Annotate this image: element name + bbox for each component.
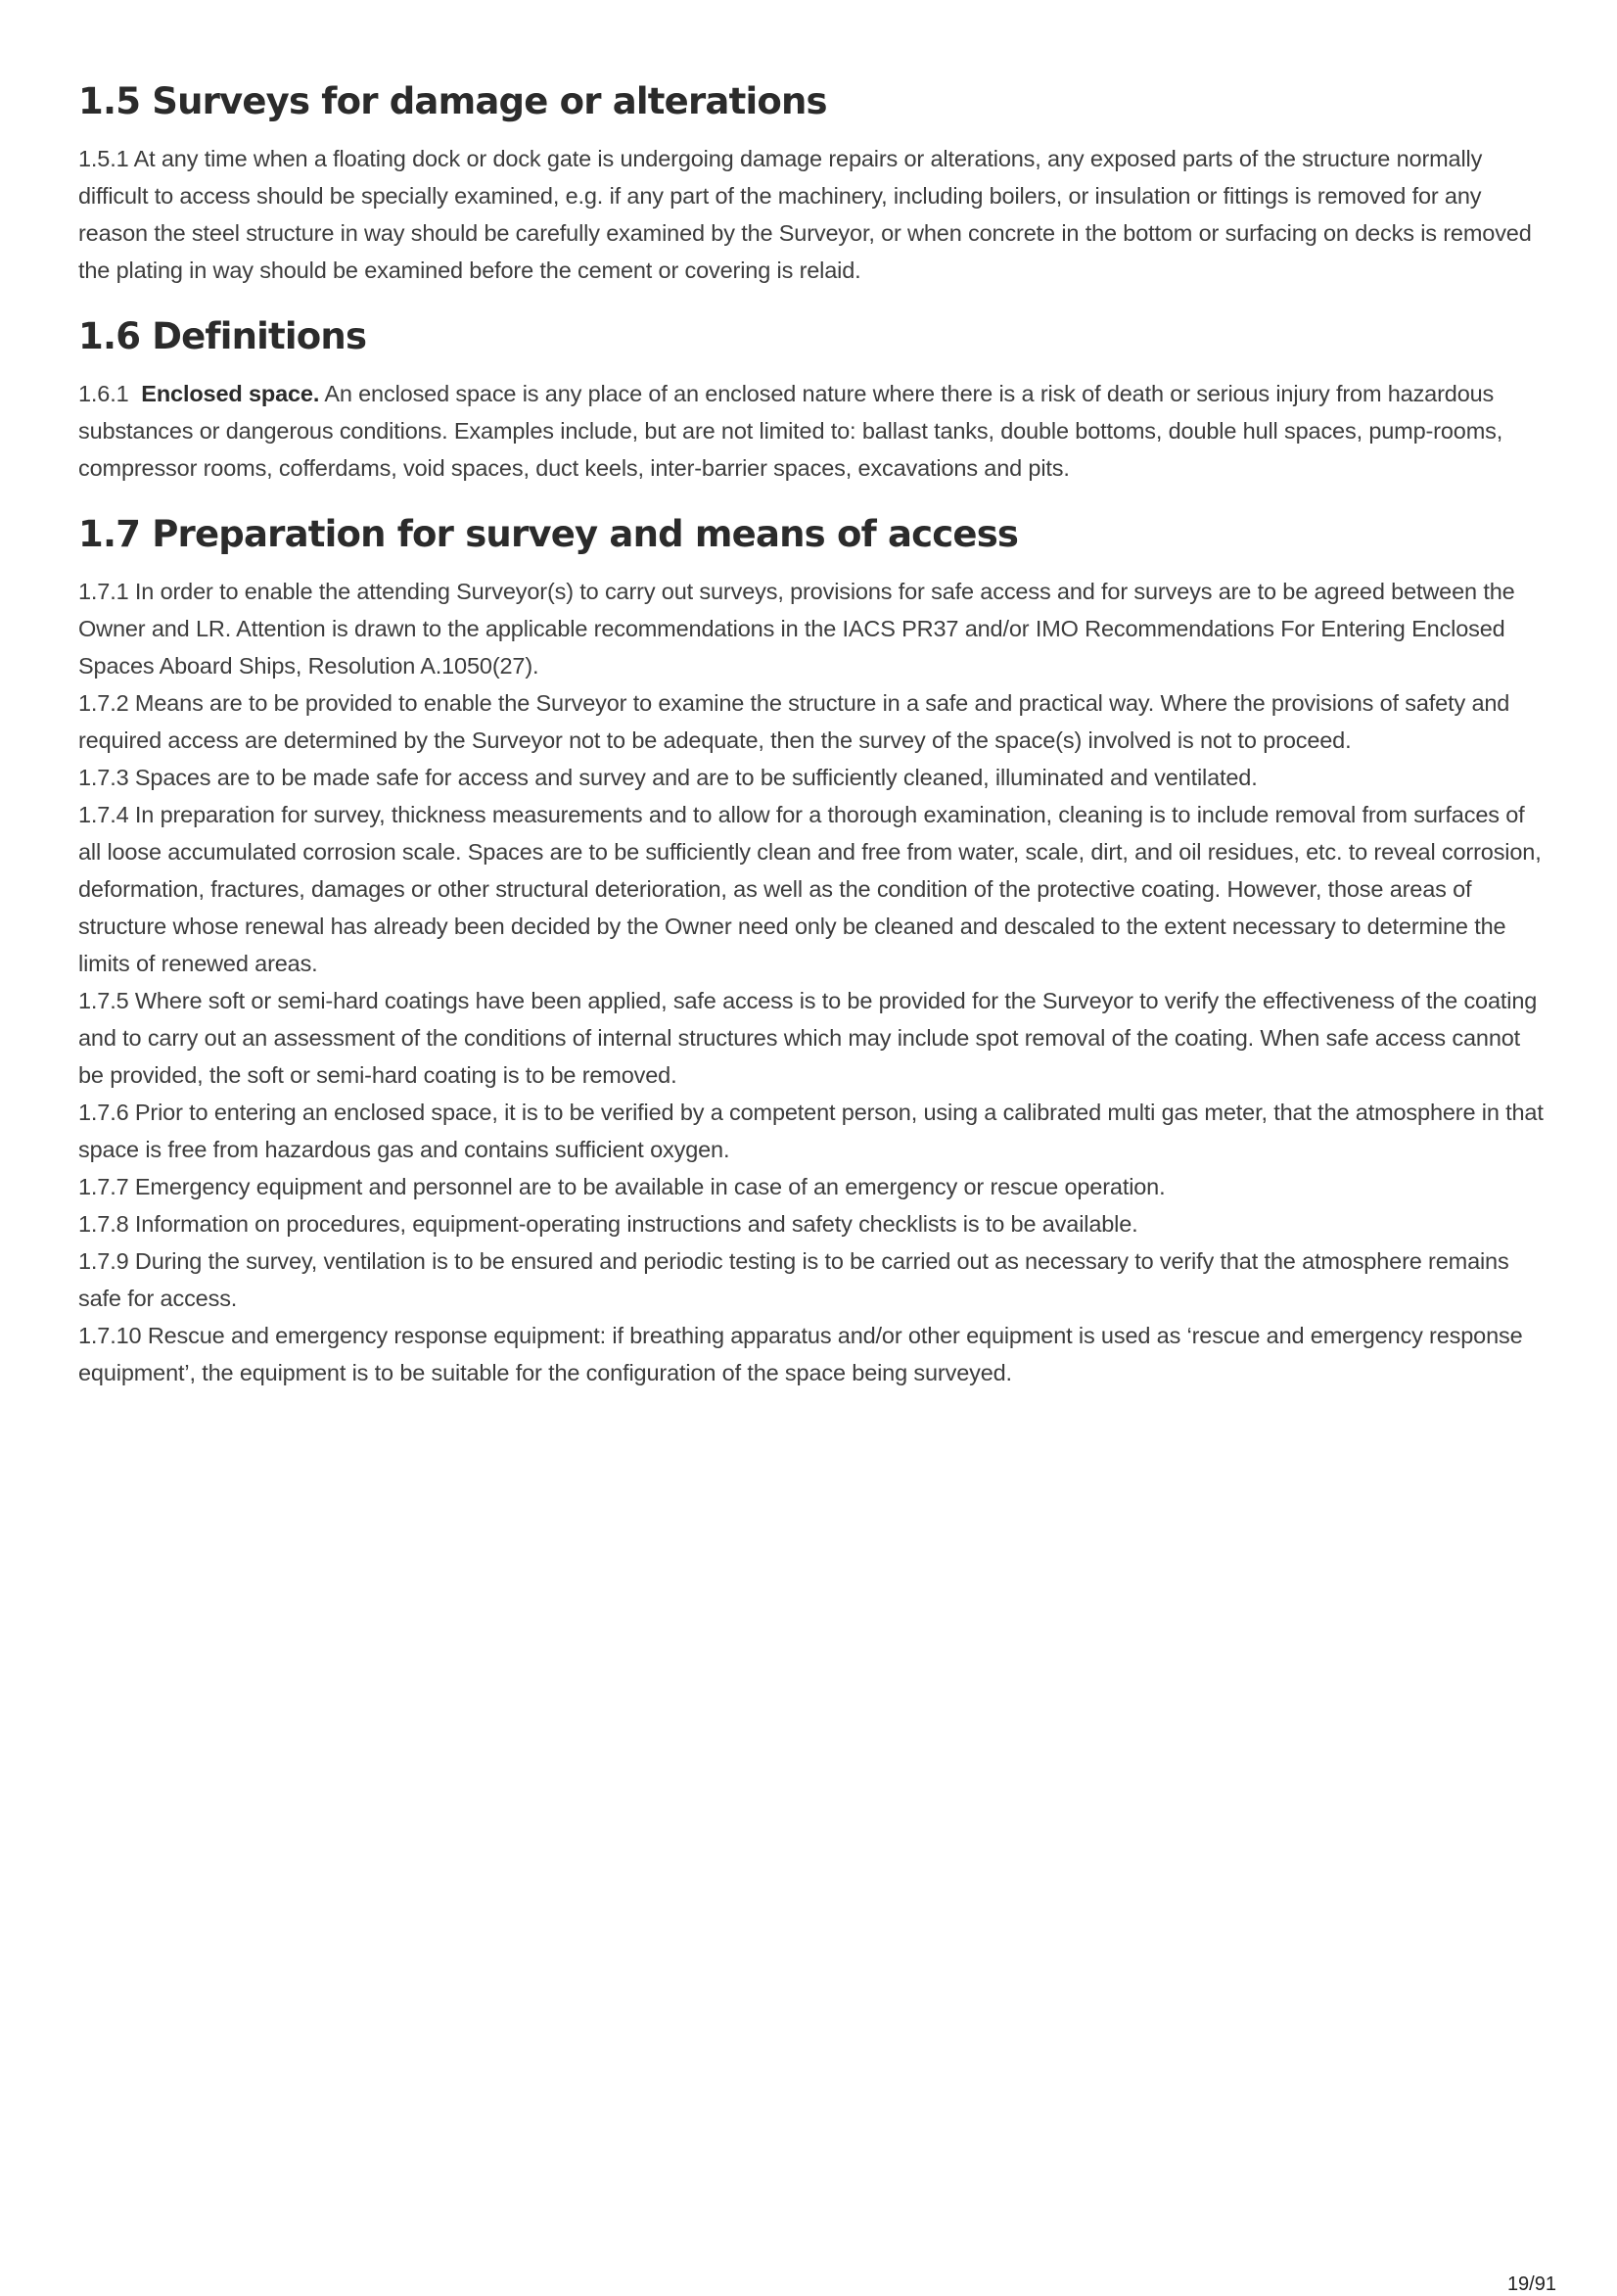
- paragraph-1-7-7: 1.7.7 Emergency equipment and personnel are to be available in case of an emergency or rescue operation.: [78, 1174, 1166, 1199]
- paragraph-1-7-9: 1.7.9 During the survey, ventilation is to be ensured and periodic testing is to be carried out as necessary to verify that the atmosphere remains safe for access.: [78, 1248, 1509, 1311]
- section-1-5: [78, 76, 1547, 289]
- paragraph-1-7-1: 1.7.1 In order to enable the attending Surveyor(s) to carry out surveys, provisions for safe access and for surveys are to be agreed between the Owner and LR. Attention is drawn to the applicable recommendations in the IACS PR37 and/or IMO Recommendations For Entering Enclosed Spaces Aboard Ships, Resolution A.1050(27).: [78, 579, 1515, 679]
- paragraph-1-7-5: 1.7.5 Where soft or semi-hard coatings have been applied, safe access is to be provided for the Surveyor to verify the effectiveness of the coating and to carry out an assessment of the conditions of internal structures which may include spot removal of the coating. When safe access cannot be provided, the soft or semi-hard coating is to be removed.: [78, 988, 1538, 1088]
- paragraph-1-6-1: [78, 375, 1547, 487]
- section-heading: 1.6 Definitions: [78, 315, 367, 357]
- paragraph-1-7-6: 1.7.6 Prior to entering an enclosed space, it is to be verified by a competent person, using a calibrated multi gas meter, that the atmosphere in that space is free from hazardous gas and contains sufficient oxygen.: [78, 1100, 1544, 1162]
- definition-term: Enclosed space.: [141, 381, 320, 406]
- paragraph-1-7-10: 1.7.10 Rescue and emergency response equipment: if breathing apparatus and/or other equipment is used as ‘rescue and emergency response equipment’, the equipment is to be suitable for the configuration of the space being surveyed.: [78, 1323, 1523, 1385]
- definition-number: 1.6.1: [78, 381, 129, 406]
- page-number: 19/91: [1506, 2273, 1556, 2295]
- section-1-6: [78, 311, 1547, 487]
- paragraph-1-7-8: 1.7.8 Information on procedures, equipment-operating instructions and safety checklists is to be available.: [78, 1211, 1138, 1237]
- paragraph-1-7-3: 1.7.3 Spaces are to be made safe for access and survey and are to be sufficiently cleaned, illuminated and ventilated.: [78, 765, 1258, 790]
- paragraph-1-7-4: 1.7.4 In preparation for survey, thickness measurements and to allow for a thorough examination, cleaning is to include removal from surfaces of all loose accumulated corrosion scale. Spaces are to be sufficiently clean and free from water, scale, dirt, and oil residues, etc. to reveal corrosion, deformation, fractures, damages or other structural deterioration, as well as the condition of the protective coating. However, those areas of structure whose renewal has already been decided by the Owner need only be cleaned and descaled to the extent necessary to determine the limits of renewed areas.: [78, 802, 1542, 976]
- section-heading: 1.5 Surveys for damage or alterations: [78, 80, 827, 122]
- document-page: [78, 76, 1547, 1414]
- section-1-7: [78, 509, 1547, 1391]
- paragraph-1-5-1: 1.5.1 At any time when a floating dock or dock gate is undergoing damage repairs or alterations, any exposed parts of the structure normally difficult to access should be specially examined, e.g. if any part of the machinery, including boilers, or insulation or fittings is removed for any reason the steel structure in way should be carefully examined by the Surveyor, or when concrete in the bottom or surfacing on decks is removed the plating in way should be examined before the cement or covering is relaid.: [78, 146, 1532, 283]
- paragraph-1-7-2: 1.7.2 Means are to be provided to enable the Surveyor to examine the structure in a safe and practical way. Where the provisions of safety and required access are determined by the Surveyor not to be adequate, then the survey of the space(s) involved is not to proceed.: [78, 690, 1510, 753]
- definition-text: An enclosed space is any place of an enclosed nature where there is a risk of death or serious injury from hazardous substances or dangerous conditions. Examples include, but are not limited to: ballast tanks, double bottoms, double hull spaces, pump-rooms, compressor rooms, cofferdams, void spaces, duct keels, inter-barrier spaces, excavations and pits.: [78, 381, 1503, 481]
- section-heading: 1.7 Preparation for survey and means of access: [78, 513, 1019, 555]
